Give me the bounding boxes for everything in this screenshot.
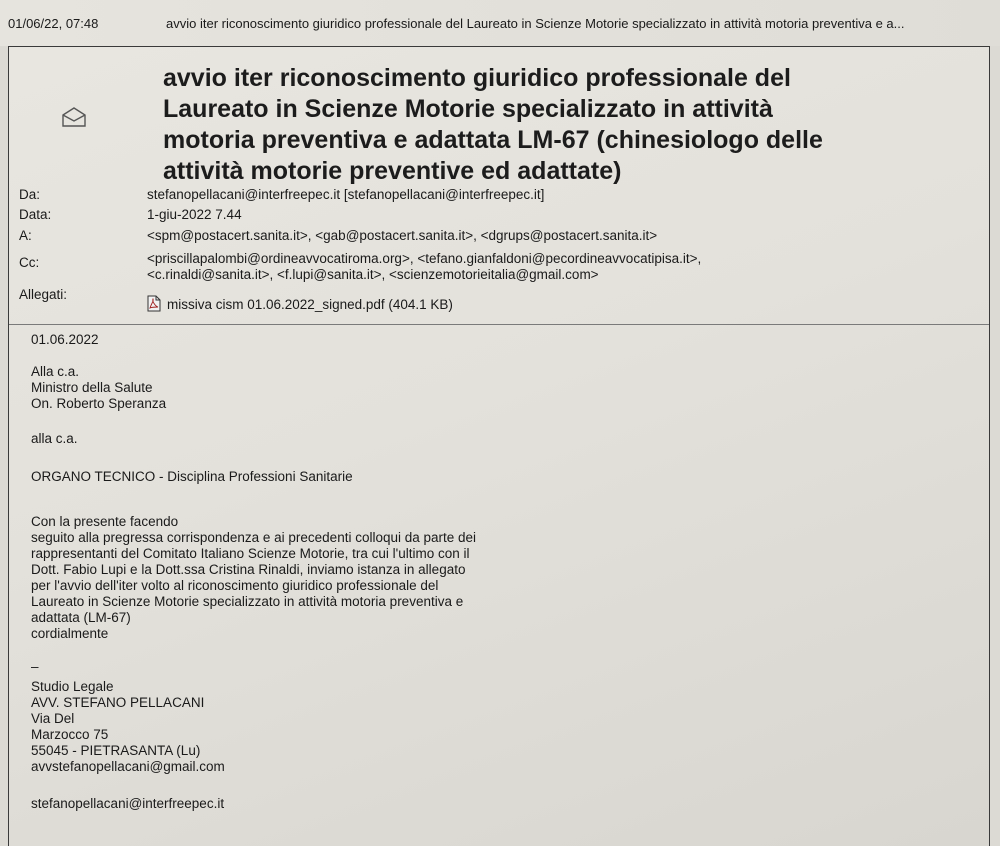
header-divider: [9, 324, 989, 325]
body-paragraph: [31, 514, 476, 642]
paragraph-line: rappresentanti del Comitato Italiano Scienze Motorie, tra cui l'ultimo con il: [31, 546, 470, 561]
signature-dash: –: [31, 659, 39, 674]
from-label: Da:: [19, 187, 41, 202]
recipient-line: On. Roberto Speranza: [31, 396, 167, 411]
print-header: [0, 0, 1000, 46]
subject-line: Laureato in Scienze Motorie specializzato in attività: [163, 95, 773, 123]
paragraph-line: seguito alla pregressa corrispondenza e ai precedenti colloqui da parte dei: [31, 530, 477, 545]
to-label: A:: [19, 228, 32, 243]
print-datetime: 01/06/22, 07:48: [8, 16, 99, 31]
recipient-line: Ministro della Salute: [31, 380, 153, 395]
signature-block: [31, 679, 225, 775]
message-subject: [163, 63, 933, 187]
cc-line: <priscillapalombi@ordineavvocatiroma.org>, <tefano.gianfaldoni@pecordineavvocatipisa.it>,: [147, 251, 702, 266]
signature-email[interactable]: avvstefanopellacani@gmail.com: [31, 759, 225, 774]
paragraph-line: Con la presente facendo: [31, 514, 179, 529]
signature-line: 55045 - PIETRASANTA (Lu): [31, 743, 201, 758]
envelope-icon: [61, 107, 87, 127]
cc-label: Cc:: [19, 255, 40, 270]
recipient-block: [31, 364, 166, 412]
date-label: Data:: [19, 207, 52, 222]
signature-line: AVV. STEFANO PELLACANI: [31, 695, 205, 710]
paragraph-line: per l'avvio dell'iter volto al riconoscimento giuridico professionale del: [31, 578, 439, 593]
recipient2: alla c.a.: [31, 431, 78, 446]
attachment-item[interactable]: [147, 295, 977, 313]
paragraph-line: Dott. Fabio Lupi e la Dott.ssa Cristina Rinaldi, inviamo istanza in allegato: [31, 562, 466, 577]
subject-line: motoria preventiva e adattata LM-67 (chinesiologo delle: [163, 126, 823, 154]
subject-line: avvio iter riconoscimento giuridico professionale del: [163, 64, 791, 92]
subject-line: attività motorie preventive ed adattate): [163, 157, 622, 185]
date-value: 1-giu-2022 7.44: [147, 207, 242, 222]
pec-address[interactable]: stefanopellacani@interfreepec.it: [31, 796, 225, 811]
pdf-file-icon: [147, 295, 161, 312]
paragraph-line: adattata (LM-67): [31, 610, 131, 625]
body-date: 01.06.2022: [31, 332, 99, 347]
cc-line: <c.rinaldi@sanita.it>, <f.lupi@sanita.it>, <scienzemotorieitalia@gmail.com>: [147, 267, 599, 282]
signature-line: Marzocco 75: [31, 727, 109, 742]
print-subject: avvio iter riconoscimento giuridico professionale del Laureato in Scienze Motorie specializzato in attività motoria preventiva e a...: [166, 16, 905, 31]
paragraph-line: Laureato in Scienze Motorie specializzato in attività motoria preventiva e: [31, 594, 464, 609]
from-value: stefanopellacani@interfreepec.it [stefanopellacani@interfreepec.it]: [147, 187, 545, 202]
signature-line: Via Del: [31, 711, 75, 726]
organ-line: ORGANO TECNICO - Disciplina Professioni Sanitarie: [31, 469, 353, 484]
attachments-label: Allegati:: [19, 287, 68, 302]
paragraph-line: cordialmente: [31, 626, 109, 641]
signature-line: Studio Legale: [31, 679, 114, 694]
recipient-line: Alla c.a.: [31, 364, 80, 379]
to-value: <spm@postacert.sanita.it>, <gab@postacert.sanita.it>, <dgrups@postacert.sanita.it>: [147, 228, 658, 243]
cc-value: [147, 251, 977, 283]
message-sheet: [8, 46, 990, 846]
attachment-filename[interactable]: missiva cism 01.06.2022_signed.pdf (404.1 KB): [167, 297, 453, 312]
